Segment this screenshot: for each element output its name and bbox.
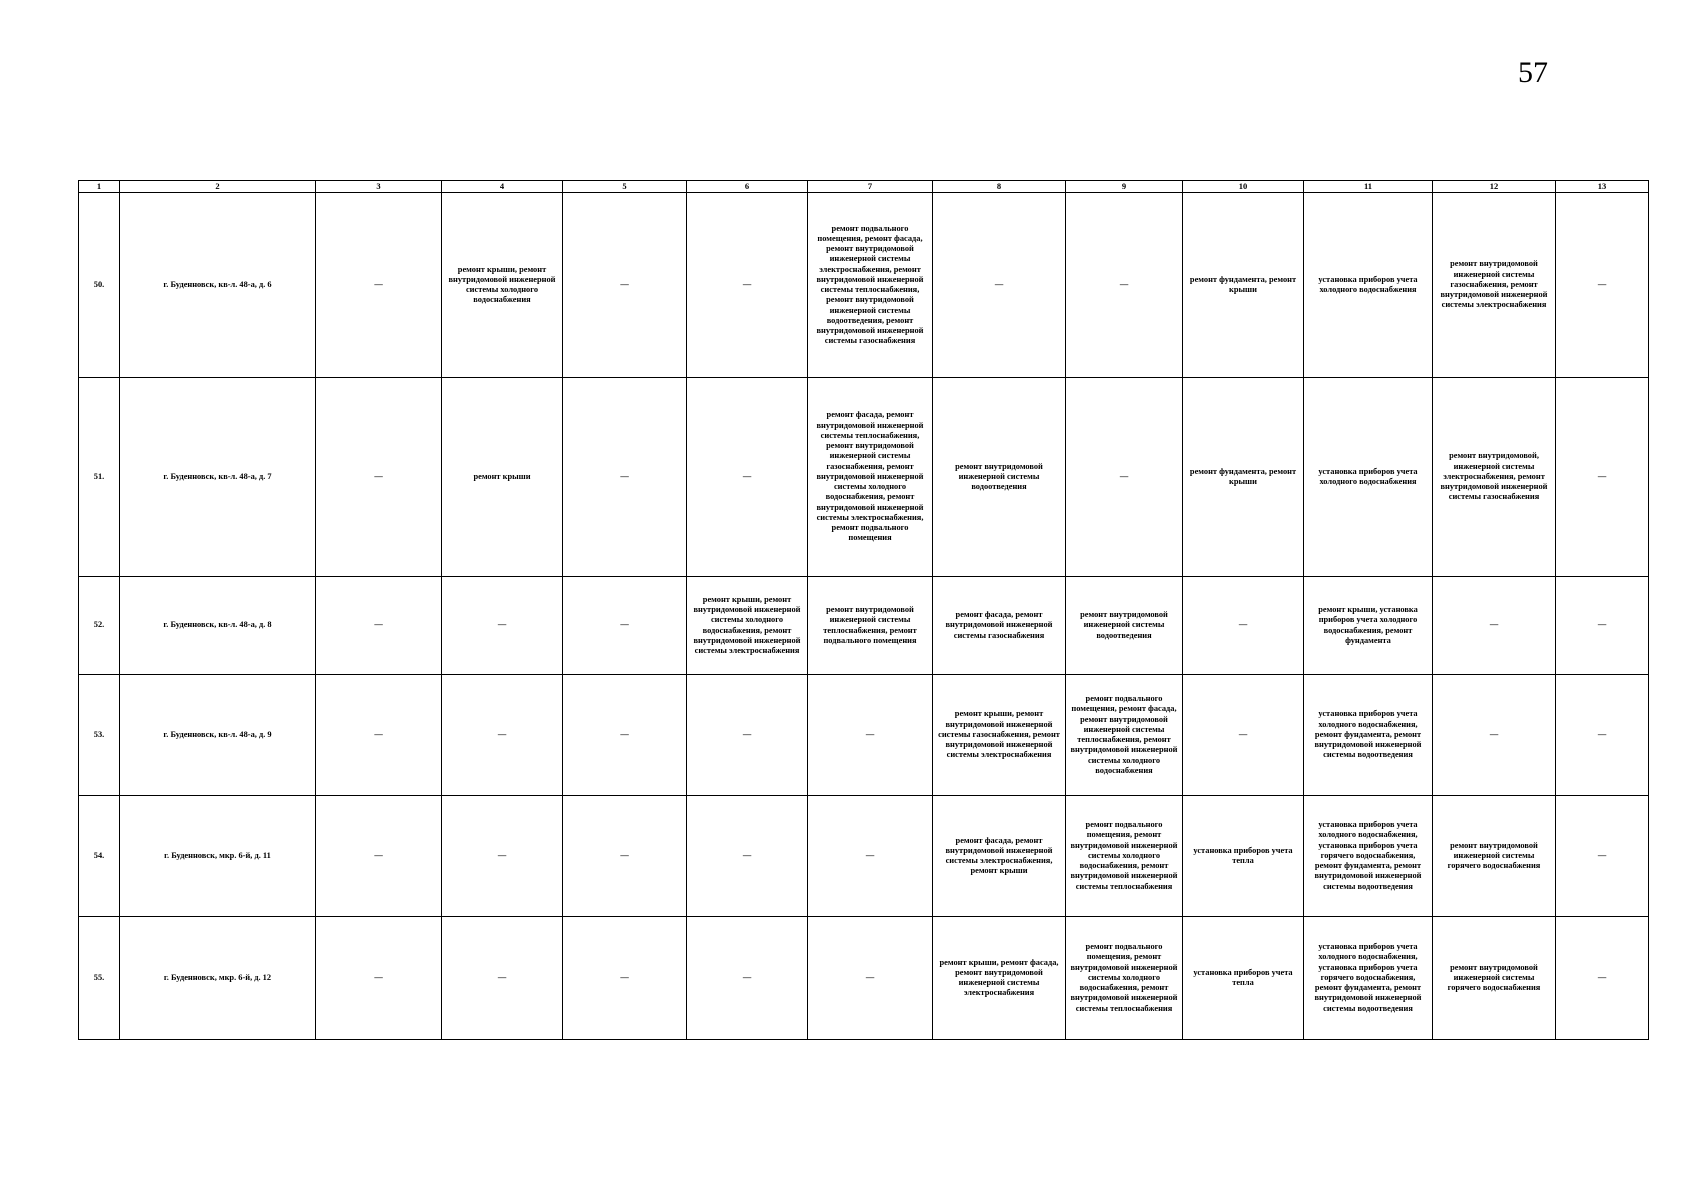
cell-col-5: — <box>563 917 687 1040</box>
cell-col-6: ремонт крыши, ремонт внутридомовой инженерной системы холодного водоснабжения, ремонт внутридомовой инженерной системы электроснабжения <box>687 577 808 675</box>
cell-col-8: — <box>933 193 1066 378</box>
repair-schedule-table <box>78 180 1649 1040</box>
cell-col-3: — <box>316 917 442 1040</box>
cell-col-13: — <box>1556 675 1649 796</box>
table-row <box>79 675 1649 796</box>
cell-col-12: ремонт внутридомовой инженерной системы горячего водоснабжения <box>1433 796 1556 917</box>
cell-col-3: — <box>316 577 442 675</box>
cell-col-11: установка приборов учета холодного водоснабжения, установка приборов учета горячего водоснабжения, ремонт фундамента, ремонт внутридомовой инженерной системы водоотведения <box>1304 796 1433 917</box>
cell-col-9: — <box>1066 378 1183 577</box>
table-row <box>79 193 1649 378</box>
cell-col-10: ремонт фундамента, ремонт крыши <box>1183 193 1304 378</box>
cell-col-3: — <box>316 378 442 577</box>
cell-col-10: установка приборов учета тепла <box>1183 796 1304 917</box>
cell-col-4: — <box>442 917 563 1040</box>
cell-col-5: — <box>563 796 687 917</box>
cell-col-6: — <box>687 917 808 1040</box>
table-row <box>79 577 1649 675</box>
cell-col-13: — <box>1556 378 1649 577</box>
cell-col-11: установка приборов учета холодного водоснабжения, установка приборов учета горячего водоснабжения, ремонт фундамента, ремонт внутридомовой инженерной системы водоотведения <box>1304 917 1433 1040</box>
column-header-5: 5 <box>563 181 687 193</box>
cell-col-8: ремонт фасада, ремонт внутридомовой инженерной системы газоснабжения <box>933 577 1066 675</box>
row-address: г. Буденновск, мкр. 6-й, д. 12 <box>120 917 316 1040</box>
cell-col-7: ремонт внутридомовой инженерной системы теплоснабжения, ремонт подвального помещения <box>808 577 933 675</box>
cell-col-12: ремонт внутридомовой, инженерной системы электроснабжения, ремонт внутридомовой инженерной системы газоснабжения <box>1433 378 1556 577</box>
column-header-11: 11 <box>1304 181 1433 193</box>
row-number: 53. <box>79 675 120 796</box>
cell-col-8: ремонт крыши, ремонт внутридомовой инженерной системы газоснабжения, ремонт внутридомовой инженерной системы электроснабжения <box>933 675 1066 796</box>
column-header-7: 7 <box>808 181 933 193</box>
cell-col-6: — <box>687 675 808 796</box>
cell-col-6: — <box>687 378 808 577</box>
cell-col-13: — <box>1556 577 1649 675</box>
column-header-2: 2 <box>120 181 316 193</box>
row-address: г. Буденновск, кв-л. 48-а, д. 7 <box>120 378 316 577</box>
cell-col-8: ремонт крыши, ремонт фасада, ремонт внутридомовой инженерной системы электроснабжения <box>933 917 1066 1040</box>
column-header-9: 9 <box>1066 181 1183 193</box>
cell-col-9: ремонт внутридомовой инженерной системы водоотведения <box>1066 577 1183 675</box>
cell-col-6: — <box>687 193 808 378</box>
cell-col-3: — <box>316 675 442 796</box>
cell-col-10: установка приборов учета тепла <box>1183 917 1304 1040</box>
table-row <box>79 796 1649 917</box>
cell-col-4: — <box>442 675 563 796</box>
cell-col-8: ремонт фасада, ремонт внутридомовой инженерной системы электроснабжения, ремонт крыши <box>933 796 1066 917</box>
cell-col-8: ремонт внутридомовой инженерной системы водоотведения <box>933 378 1066 577</box>
cell-col-4: — <box>442 577 563 675</box>
cell-col-12: ремонт внутридомовой инженерной системы газоснабжения, ремонт внутридомовой инженерной системы электроснабжения <box>1433 193 1556 378</box>
row-number: 54. <box>79 796 120 917</box>
column-header-8: 8 <box>933 181 1066 193</box>
cell-col-7: — <box>808 675 933 796</box>
column-header-13: 13 <box>1556 181 1649 193</box>
cell-col-3: — <box>316 193 442 378</box>
cell-col-5: — <box>563 675 687 796</box>
cell-col-7: ремонт подвального помещения, ремонт фасада, ремонт внутридомовой инженерной системы электроснабжения, ремонт внутридомовой инженерной системы теплоснабжения, ремонт внутридомовой инженерной системы водоотведения, ремонт внутридомовой инженерной системы газоснабжения <box>808 193 933 378</box>
table-row <box>79 378 1649 577</box>
column-header-4: 4 <box>442 181 563 193</box>
cell-col-12: ремонт внутридомовой инженерной системы горячего водоснабжения <box>1433 917 1556 1040</box>
row-number: 50. <box>79 193 120 378</box>
cell-col-7: — <box>808 796 933 917</box>
row-address: г. Буденновск, мкр. 6-й, д. 11 <box>120 796 316 917</box>
column-header-3: 3 <box>316 181 442 193</box>
table-row <box>79 917 1649 1040</box>
cell-col-12: — <box>1433 577 1556 675</box>
row-address: г. Буденновск, кв-л. 48-а, д. 9 <box>120 675 316 796</box>
column-header-12: 12 <box>1433 181 1556 193</box>
cell-col-9: ремонт подвального помещения, ремонт фасада, ремонт внутридомовой инженерной системы теплоснабжения, ремонт внутридомовой инженерной системы холодного водоснабжения <box>1066 675 1183 796</box>
column-header-1: 1 <box>79 181 120 193</box>
cell-col-12: — <box>1433 675 1556 796</box>
row-number: 52. <box>79 577 120 675</box>
cell-col-10: — <box>1183 577 1304 675</box>
cell-col-4: ремонт крыши, ремонт внутридомовой инженерной системы холодного водоснабжения <box>442 193 563 378</box>
cell-col-7: ремонт фасада, ремонт внутридомовой инженерной системы теплоснабжения, ремонт внутридомовой инженерной системы газоснабжения, ремонт внутридомовой инженерной системы холодного водоснабжения, ремонт внутридомовой инженерной системы электроснабжения, ремонт подвального помещения <box>808 378 933 577</box>
cell-col-10: ремонт фундамента, ремонт крыши <box>1183 378 1304 577</box>
page-number: 57 <box>1518 56 1548 89</box>
cell-col-9: ремонт подвального помещения, ремонт внутридомовой инженерной системы холодного водоснабжения, ремонт внутридомовой инженерной системы теплоснабжения <box>1066 796 1183 917</box>
cell-col-5: — <box>563 378 687 577</box>
column-header-6: 6 <box>687 181 808 193</box>
cell-col-11: ремонт крыши, установка приборов учета холодного водоснабжения, ремонт фундамента <box>1304 577 1433 675</box>
cell-col-4: ремонт крыши <box>442 378 563 577</box>
column-header-10: 10 <box>1183 181 1304 193</box>
cell-col-9: — <box>1066 193 1183 378</box>
cell-col-5: — <box>563 577 687 675</box>
row-address: г. Буденновск, кв-л. 48-а, д. 8 <box>120 577 316 675</box>
column-number-row <box>79 181 1649 193</box>
cell-col-6: — <box>687 796 808 917</box>
cell-col-9: ремонт подвального помещения, ремонт внутридомовой инженерной системы холодного водоснабжения, ремонт внутридомовой инженерной системы теплоснабжения <box>1066 917 1183 1040</box>
cell-col-4: — <box>442 796 563 917</box>
cell-col-13: — <box>1556 193 1649 378</box>
cell-col-11: установка приборов учета холодного водоснабжения <box>1304 378 1433 577</box>
cell-col-11: установка приборов учета холодного водоснабжения <box>1304 193 1433 378</box>
cell-col-3: — <box>316 796 442 917</box>
cell-col-10: — <box>1183 675 1304 796</box>
cell-col-5: — <box>563 193 687 378</box>
row-number: 51. <box>79 378 120 577</box>
row-address: г. Буденновск, кв-л. 48-а, д. 6 <box>120 193 316 378</box>
cell-col-11: установка приборов учета холодного водоснабжения, ремонт фундамента, ремонт внутридомовой инженерной системы водоотведения <box>1304 675 1433 796</box>
cell-col-13: — <box>1556 917 1649 1040</box>
cell-col-13: — <box>1556 796 1649 917</box>
row-number: 55. <box>79 917 120 1040</box>
cell-col-7: — <box>808 917 933 1040</box>
